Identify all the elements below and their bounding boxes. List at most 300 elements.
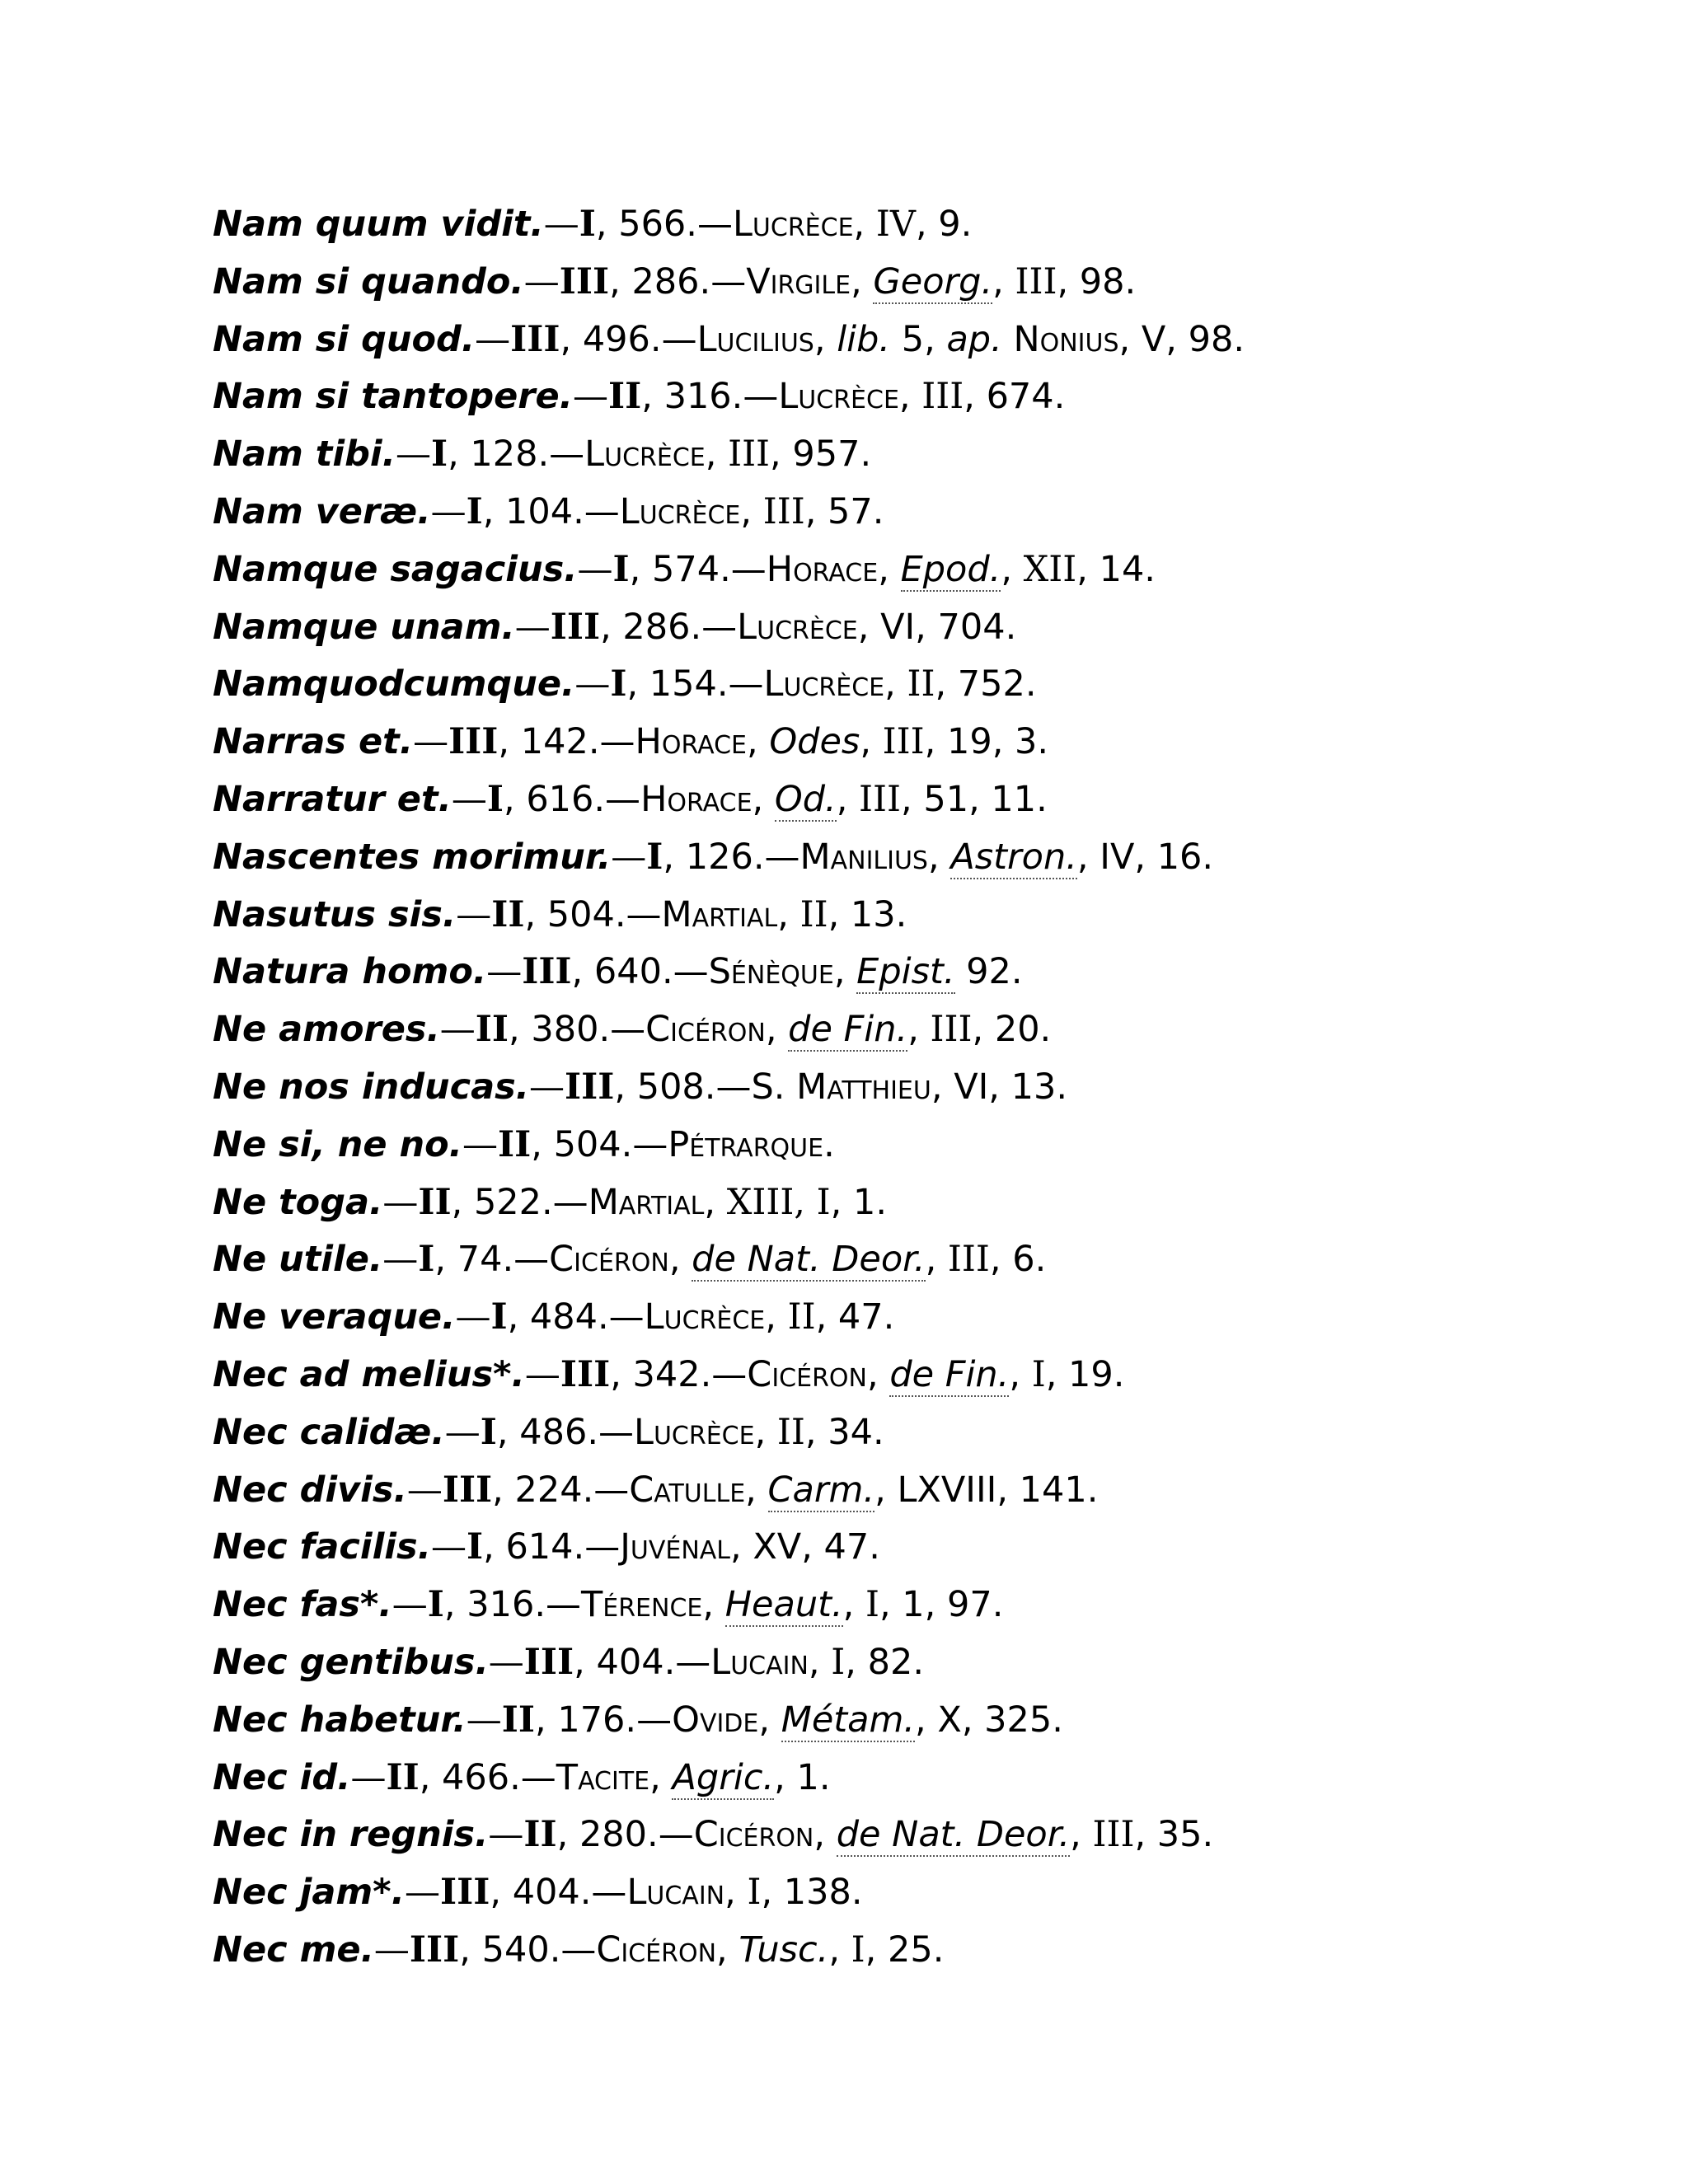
entry-incipit: Nec ad melius*. bbox=[213, 1353, 525, 1395]
roman-numeral: II bbox=[787, 1296, 816, 1338]
period-dash: .— bbox=[686, 204, 733, 245]
entry-reference bbox=[800, 837, 1214, 879]
period-dash: .— bbox=[700, 1353, 748, 1395]
reference-text: , 1, 97. bbox=[879, 1584, 1004, 1626]
separator: , bbox=[482, 490, 506, 532]
reference-text: , bbox=[724, 1872, 748, 1914]
index-entry bbox=[213, 196, 1614, 254]
em-dash: — bbox=[382, 1239, 419, 1281]
author-name: Lucain bbox=[710, 1641, 809, 1683]
separator: , bbox=[524, 893, 547, 935]
index-entry bbox=[213, 1404, 1614, 1462]
entry-reference bbox=[620, 1526, 880, 1568]
em-dash: — bbox=[543, 204, 579, 245]
roman-numeral: I bbox=[1031, 1353, 1046, 1395]
roman-numeral: XIII, I bbox=[726, 1181, 831, 1223]
reference-text: , bbox=[884, 663, 907, 705]
author-name: Cicéron bbox=[596, 1929, 717, 1971]
entry-reference bbox=[556, 1757, 831, 1800]
entry-volume: II bbox=[501, 1699, 535, 1741]
entry-volume: III bbox=[550, 606, 601, 648]
separator: , bbox=[492, 1469, 515, 1511]
entry-incipit: Ne si, ne no. bbox=[213, 1123, 462, 1165]
author-name: Lucain bbox=[626, 1872, 725, 1914]
reference-text: 92. bbox=[954, 951, 1023, 993]
work-title: ap. bbox=[946, 318, 1002, 360]
entry-incipit: Narras et. bbox=[213, 721, 414, 763]
separator: , bbox=[626, 663, 649, 705]
reference-text: , 82. bbox=[845, 1641, 924, 1683]
entry-reference bbox=[620, 491, 884, 532]
roman-numeral: I bbox=[747, 1872, 762, 1914]
entry-reference bbox=[710, 1642, 924, 1683]
reference-text: , bbox=[1070, 1814, 1093, 1856]
entry-page: 484 bbox=[529, 1296, 598, 1338]
reference-text: , VI, 13. bbox=[931, 1066, 1068, 1108]
index-entry bbox=[213, 1519, 1614, 1577]
reference-text: , bbox=[992, 260, 1015, 302]
work-abbreviation: Od. bbox=[774, 778, 837, 820]
reference-text: , V, 98. bbox=[1118, 318, 1245, 360]
index-entry bbox=[213, 541, 1614, 599]
em-dash: — bbox=[529, 1066, 565, 1108]
work-abbreviation: de Fin. bbox=[889, 1353, 1010, 1395]
entry-volume: III bbox=[565, 1066, 615, 1108]
reference-text: , bbox=[833, 951, 857, 993]
reference-text: , bbox=[927, 836, 951, 878]
em-dash: — bbox=[392, 1584, 428, 1626]
index-entry bbox=[213, 829, 1614, 887]
entry-page: 286 bbox=[631, 260, 700, 302]
period-dash: .— bbox=[587, 1411, 634, 1453]
entry-reference bbox=[697, 319, 1245, 360]
reference-text: , bbox=[907, 1009, 931, 1051]
author-name: Manilius bbox=[799, 836, 928, 878]
reference-text: , 19. bbox=[1045, 1353, 1125, 1395]
separator: , bbox=[614, 1066, 637, 1108]
separator: , bbox=[451, 1181, 474, 1223]
entry-incipit: Namque unam. bbox=[213, 606, 515, 648]
author-name: Lucrèce bbox=[634, 1411, 755, 1453]
work-abbreviation: Métam. bbox=[781, 1699, 916, 1741]
period-dash: .— bbox=[614, 893, 662, 935]
author-name: Lucrèce bbox=[732, 204, 854, 245]
index-entry bbox=[213, 1577, 1614, 1634]
reference-text: , bbox=[1009, 1353, 1032, 1395]
entry-page: 522 bbox=[473, 1181, 542, 1223]
entry-page: 126 bbox=[685, 836, 753, 878]
index-entry bbox=[213, 1864, 1614, 1922]
entry-reference bbox=[709, 951, 1023, 994]
separator: , bbox=[443, 1584, 467, 1626]
entry-incipit: Ne toga. bbox=[213, 1181, 383, 1223]
reference-text: , bbox=[1001, 548, 1024, 590]
reference-text: , bbox=[758, 1699, 781, 1741]
entry-volume: I bbox=[427, 1584, 444, 1626]
separator: , bbox=[610, 1353, 633, 1395]
entry-reference bbox=[640, 779, 1048, 822]
entry-volume: III bbox=[523, 1641, 574, 1683]
separator: , bbox=[503, 778, 527, 820]
em-dash: — bbox=[611, 836, 647, 878]
entry-page: 316 bbox=[663, 376, 732, 418]
separator: , bbox=[609, 260, 632, 302]
entry-volume: I bbox=[490, 1296, 508, 1338]
reference-text: , bbox=[925, 1239, 948, 1281]
reference-text: , bbox=[746, 721, 770, 763]
entry-incipit: Nam quum vidit. bbox=[213, 204, 544, 245]
reference-text: , 13. bbox=[828, 893, 907, 935]
roman-numeral: IV bbox=[875, 204, 916, 245]
roman-numeral: I bbox=[831, 1641, 846, 1683]
separator: , bbox=[490, 1872, 513, 1914]
entry-page: 342 bbox=[632, 1353, 701, 1395]
reference-text: , bbox=[860, 721, 883, 763]
index-entry bbox=[213, 887, 1614, 944]
work-abbreviation: de Nat. Deor. bbox=[836, 1814, 1071, 1856]
roman-numeral: III bbox=[762, 490, 805, 532]
entry-page: 540 bbox=[481, 1929, 550, 1971]
entry-volume: II bbox=[475, 1009, 509, 1051]
reference-text: , X, 325. bbox=[915, 1699, 1063, 1741]
entry-page: 104 bbox=[505, 490, 574, 532]
entry-page: 380 bbox=[531, 1009, 599, 1051]
entry-page: 142 bbox=[520, 721, 588, 763]
author-name: Térence bbox=[580, 1584, 703, 1626]
index-page bbox=[213, 196, 1614, 1980]
reference-text: , LXVIII, 141. bbox=[874, 1469, 1099, 1511]
author-name: Martial bbox=[661, 893, 778, 935]
entry-incipit: Namquodcumque. bbox=[213, 663, 575, 705]
entry-volume: II bbox=[523, 1814, 557, 1856]
reference-text: , bbox=[765, 1009, 789, 1051]
reference-text: , bbox=[702, 1584, 725, 1626]
em-dash: — bbox=[577, 548, 613, 590]
author-name: Lucrèce bbox=[644, 1296, 766, 1338]
index-entry bbox=[213, 771, 1614, 829]
entry-reference bbox=[737, 607, 1016, 648]
index-entry bbox=[213, 944, 1614, 1001]
separator: , bbox=[507, 1296, 530, 1338]
roman-numeral: III bbox=[921, 376, 964, 418]
index-entry bbox=[213, 368, 1614, 426]
quotation-index-list bbox=[213, 196, 1614, 1980]
entry-incipit: Nec facilis. bbox=[213, 1526, 431, 1568]
entry-page: 508 bbox=[636, 1066, 705, 1108]
period-dash: .— bbox=[509, 1756, 556, 1798]
reference-text: , 47. bbox=[815, 1296, 895, 1338]
index-entry bbox=[213, 1692, 1614, 1750]
entry-reference bbox=[581, 1584, 1003, 1627]
entry-volume: I bbox=[610, 663, 627, 705]
entry-reference bbox=[626, 1872, 862, 1913]
separator: , bbox=[535, 1699, 558, 1741]
reference-text: , 9. bbox=[915, 204, 973, 245]
entry-volume: I bbox=[480, 1411, 497, 1453]
author-name: Lucilius bbox=[696, 318, 814, 360]
author-name: Cicéron bbox=[549, 1239, 669, 1281]
entry-incipit: Ne utile. bbox=[213, 1239, 383, 1281]
entry-reference bbox=[751, 1066, 1067, 1108]
work-abbreviation: Epod. bbox=[900, 548, 1001, 590]
work-abbreviation: de Fin. bbox=[788, 1009, 908, 1051]
entry-reference bbox=[778, 376, 1065, 417]
entry-page: 280 bbox=[579, 1814, 648, 1856]
reference-text: , bbox=[704, 1181, 727, 1223]
separator: , bbox=[419, 1756, 443, 1798]
entry-reference bbox=[645, 1009, 1051, 1052]
index-entry bbox=[213, 312, 1614, 369]
reference-text: . bbox=[823, 1123, 835, 1165]
reference-text: , 19, 3. bbox=[924, 721, 1049, 763]
work-title: Odes bbox=[769, 721, 860, 763]
em-dash: — bbox=[382, 1181, 419, 1223]
work-abbreviation: Georg. bbox=[873, 260, 993, 302]
reference-text: , bbox=[878, 548, 901, 590]
reference-text: , 20. bbox=[972, 1009, 1052, 1051]
reference-text: , 138. bbox=[761, 1872, 863, 1914]
index-entry bbox=[213, 1059, 1614, 1117]
separator: , bbox=[448, 434, 471, 476]
index-entry bbox=[213, 254, 1614, 312]
entry-page: 316 bbox=[467, 1584, 535, 1626]
period-dash: .— bbox=[588, 721, 635, 763]
separator: , bbox=[641, 376, 664, 418]
entry-volume: III bbox=[522, 951, 572, 993]
reference-text: , bbox=[765, 1296, 788, 1338]
period-dash: .— bbox=[731, 376, 779, 418]
period-dash: .— bbox=[621, 1123, 668, 1165]
reference-text: , bbox=[777, 893, 800, 935]
roman-numeral: III bbox=[882, 721, 925, 763]
roman-numeral: III bbox=[728, 434, 771, 476]
author-name: Catulle bbox=[629, 1469, 746, 1511]
entry-page: 504 bbox=[546, 893, 615, 935]
roman-numeral: II bbox=[776, 1411, 805, 1453]
reference-text: , VI, 704. bbox=[857, 606, 1017, 648]
separator: , bbox=[571, 951, 594, 993]
period-dash: .— bbox=[549, 1929, 597, 1971]
entry-volume: I bbox=[466, 490, 483, 532]
em-dash: — bbox=[574, 663, 611, 705]
period-dash: .— bbox=[663, 1641, 711, 1683]
entry-reference bbox=[694, 1814, 1213, 1857]
entry-volume: II bbox=[491, 893, 525, 935]
em-dash: — bbox=[439, 1009, 476, 1051]
work-title: lib. bbox=[837, 318, 891, 360]
em-dash: — bbox=[573, 376, 609, 418]
entry-incipit: Nec gentibus. bbox=[213, 1641, 489, 1683]
reference-text: , bbox=[898, 376, 922, 418]
period-dash: .— bbox=[582, 1469, 630, 1511]
reference-text: , 752. bbox=[935, 663, 1037, 705]
entry-reference bbox=[588, 1182, 887, 1223]
em-dash: — bbox=[350, 1756, 387, 1798]
reference-text: , 6. bbox=[989, 1239, 1047, 1281]
separator: , bbox=[434, 1239, 457, 1281]
period-dash: .— bbox=[625, 1699, 673, 1741]
entry-incipit: Ne amores. bbox=[213, 1009, 440, 1051]
entry-incipit: Narratur et. bbox=[213, 778, 452, 820]
author-name: Horace bbox=[635, 721, 747, 763]
reference-text: , 1. bbox=[830, 1181, 888, 1223]
reference-text: , bbox=[808, 1641, 832, 1683]
em-dash: — bbox=[444, 1411, 481, 1453]
period-dash: .— bbox=[647, 1814, 694, 1856]
author-name: Lucrèce bbox=[763, 663, 885, 705]
reference-text: , XV, 47. bbox=[730, 1526, 880, 1568]
roman-numeral: III bbox=[1015, 260, 1057, 302]
index-entry bbox=[213, 1117, 1614, 1174]
entry-incipit: Nascentes morimur. bbox=[213, 836, 612, 878]
entry-incipit: Nam si tantopere. bbox=[213, 376, 574, 418]
entry-reference bbox=[584, 434, 871, 475]
period-dash: .— bbox=[593, 778, 641, 820]
entry-incipit: Ne veraque. bbox=[213, 1296, 456, 1338]
entry-page: 404 bbox=[596, 1641, 664, 1683]
entry-incipit: Nec fas*. bbox=[213, 1584, 392, 1626]
work-abbreviation: Carm. bbox=[767, 1469, 875, 1511]
reference-text: , bbox=[814, 1814, 837, 1856]
entry-reference bbox=[733, 204, 972, 245]
entry-page: 486 bbox=[519, 1411, 588, 1453]
work-abbreviation: de Nat. Deor. bbox=[692, 1239, 926, 1281]
roman-numeral: II bbox=[799, 893, 828, 935]
author-name: Lucrèce bbox=[778, 376, 899, 418]
entry-reference bbox=[767, 549, 1156, 592]
entry-page: 496 bbox=[582, 318, 650, 360]
reference-text: , 14. bbox=[1076, 548, 1156, 590]
em-dash: — bbox=[413, 721, 449, 763]
index-entry bbox=[213, 1289, 1614, 1347]
em-dash: — bbox=[430, 490, 467, 532]
roman-numeral: XII bbox=[1023, 548, 1077, 590]
em-dash: — bbox=[462, 1123, 498, 1165]
entry-page: 640 bbox=[593, 951, 662, 993]
work-abbreviation: Heaut. bbox=[724, 1584, 843, 1626]
entry-incipit: Nasutus sis. bbox=[213, 893, 457, 935]
author-name: Cicéron bbox=[693, 1814, 814, 1856]
index-entry bbox=[213, 1807, 1614, 1864]
entry-incipit: Namque sagacius. bbox=[213, 548, 578, 590]
reference-text: , bbox=[716, 1929, 739, 1971]
em-dash: — bbox=[456, 893, 492, 935]
author-name: Cicéron bbox=[747, 1353, 867, 1395]
entry-incipit: Nam veræ. bbox=[213, 490, 431, 532]
author-name: Sénèque bbox=[708, 951, 834, 993]
reference-text: , 98. bbox=[1057, 260, 1137, 302]
author-name: Lucrèce bbox=[584, 434, 706, 476]
work-abbreviation: Agric. bbox=[672, 1756, 775, 1798]
period-dash: .— bbox=[573, 490, 620, 532]
entry-volume: I bbox=[486, 778, 504, 820]
author-name: Horace bbox=[640, 778, 753, 820]
reference-text: , 25. bbox=[865, 1929, 945, 1971]
entry-page: 224 bbox=[514, 1469, 583, 1511]
author-name: Horace bbox=[766, 548, 879, 590]
em-dash: — bbox=[523, 260, 560, 302]
reference-text: , bbox=[745, 1469, 768, 1511]
entry-reference bbox=[747, 1354, 1124, 1397]
index-entry bbox=[213, 1462, 1614, 1520]
roman-numeral: I bbox=[865, 1584, 879, 1626]
em-dash: — bbox=[486, 951, 523, 993]
entry-incipit: Nec jam*. bbox=[213, 1872, 405, 1914]
entry-reference bbox=[668, 1124, 834, 1165]
entry-page: 504 bbox=[553, 1123, 621, 1165]
separator: , bbox=[629, 548, 652, 590]
reference-text: , 57. bbox=[804, 490, 884, 532]
period-dash: .— bbox=[649, 318, 697, 360]
author-name: Ovide bbox=[672, 1699, 759, 1741]
author-name: Juvénal bbox=[620, 1526, 730, 1568]
entry-incipit: Nec id. bbox=[213, 1756, 351, 1798]
em-dash: — bbox=[475, 318, 511, 360]
work-abbreviation: Astron. bbox=[950, 836, 1077, 878]
entry-reference bbox=[549, 1239, 1046, 1282]
entry-page: 154 bbox=[649, 663, 717, 705]
em-dash: — bbox=[514, 606, 551, 648]
separator: , bbox=[600, 606, 623, 648]
author-name: Cicéron bbox=[645, 1009, 766, 1051]
reference-text: , bbox=[705, 434, 729, 476]
separator: , bbox=[531, 1123, 554, 1165]
entry-incipit: Nec calidæ. bbox=[213, 1411, 445, 1453]
author-name: Matthieu bbox=[796, 1066, 931, 1108]
reference-text: S. bbox=[751, 1066, 797, 1108]
entry-volume: III bbox=[440, 1872, 490, 1914]
entry-volume: I bbox=[579, 204, 596, 245]
entry-page: 616 bbox=[526, 778, 594, 820]
period-dash: .— bbox=[598, 1009, 646, 1051]
roman-numeral: III bbox=[859, 778, 902, 820]
separator: , bbox=[663, 836, 686, 878]
reference-text: , bbox=[668, 1239, 692, 1281]
em-dash: — bbox=[373, 1929, 410, 1971]
reference-text: , bbox=[740, 490, 763, 532]
author-name: Martial bbox=[588, 1181, 705, 1223]
entry-page: 176 bbox=[557, 1699, 626, 1741]
entry-volume: III bbox=[560, 1353, 611, 1395]
reference-text: , bbox=[851, 260, 874, 302]
entry-page: 566 bbox=[618, 204, 687, 245]
entry-page: 74 bbox=[457, 1239, 503, 1281]
entry-reference bbox=[645, 1296, 895, 1338]
author-name: Lucrèce bbox=[619, 490, 741, 532]
reference-text: , IV, 16. bbox=[1076, 836, 1214, 878]
index-entry bbox=[213, 484, 1614, 541]
author-name: Nonius bbox=[1013, 318, 1119, 360]
period-dash: .— bbox=[502, 1239, 550, 1281]
reference-text: , bbox=[853, 204, 876, 245]
index-entry bbox=[213, 1347, 1614, 1404]
entry-reference bbox=[596, 1929, 944, 1971]
roman-numeral: III bbox=[1092, 1814, 1135, 1856]
entry-volume: III bbox=[448, 721, 499, 763]
em-dash: — bbox=[488, 1814, 524, 1856]
reference-text: , 957. bbox=[770, 434, 872, 476]
em-dash: — bbox=[455, 1296, 491, 1338]
em-dash: — bbox=[451, 778, 487, 820]
period-dash: .— bbox=[716, 663, 764, 705]
entry-incipit: Nam si quando. bbox=[213, 260, 524, 302]
entry-reference bbox=[746, 261, 1136, 304]
index-entry bbox=[213, 1174, 1614, 1232]
author-name: Virgile bbox=[746, 260, 851, 302]
separator: , bbox=[509, 1009, 532, 1051]
period-dash: .— bbox=[720, 548, 767, 590]
entry-reference bbox=[635, 721, 1049, 762]
